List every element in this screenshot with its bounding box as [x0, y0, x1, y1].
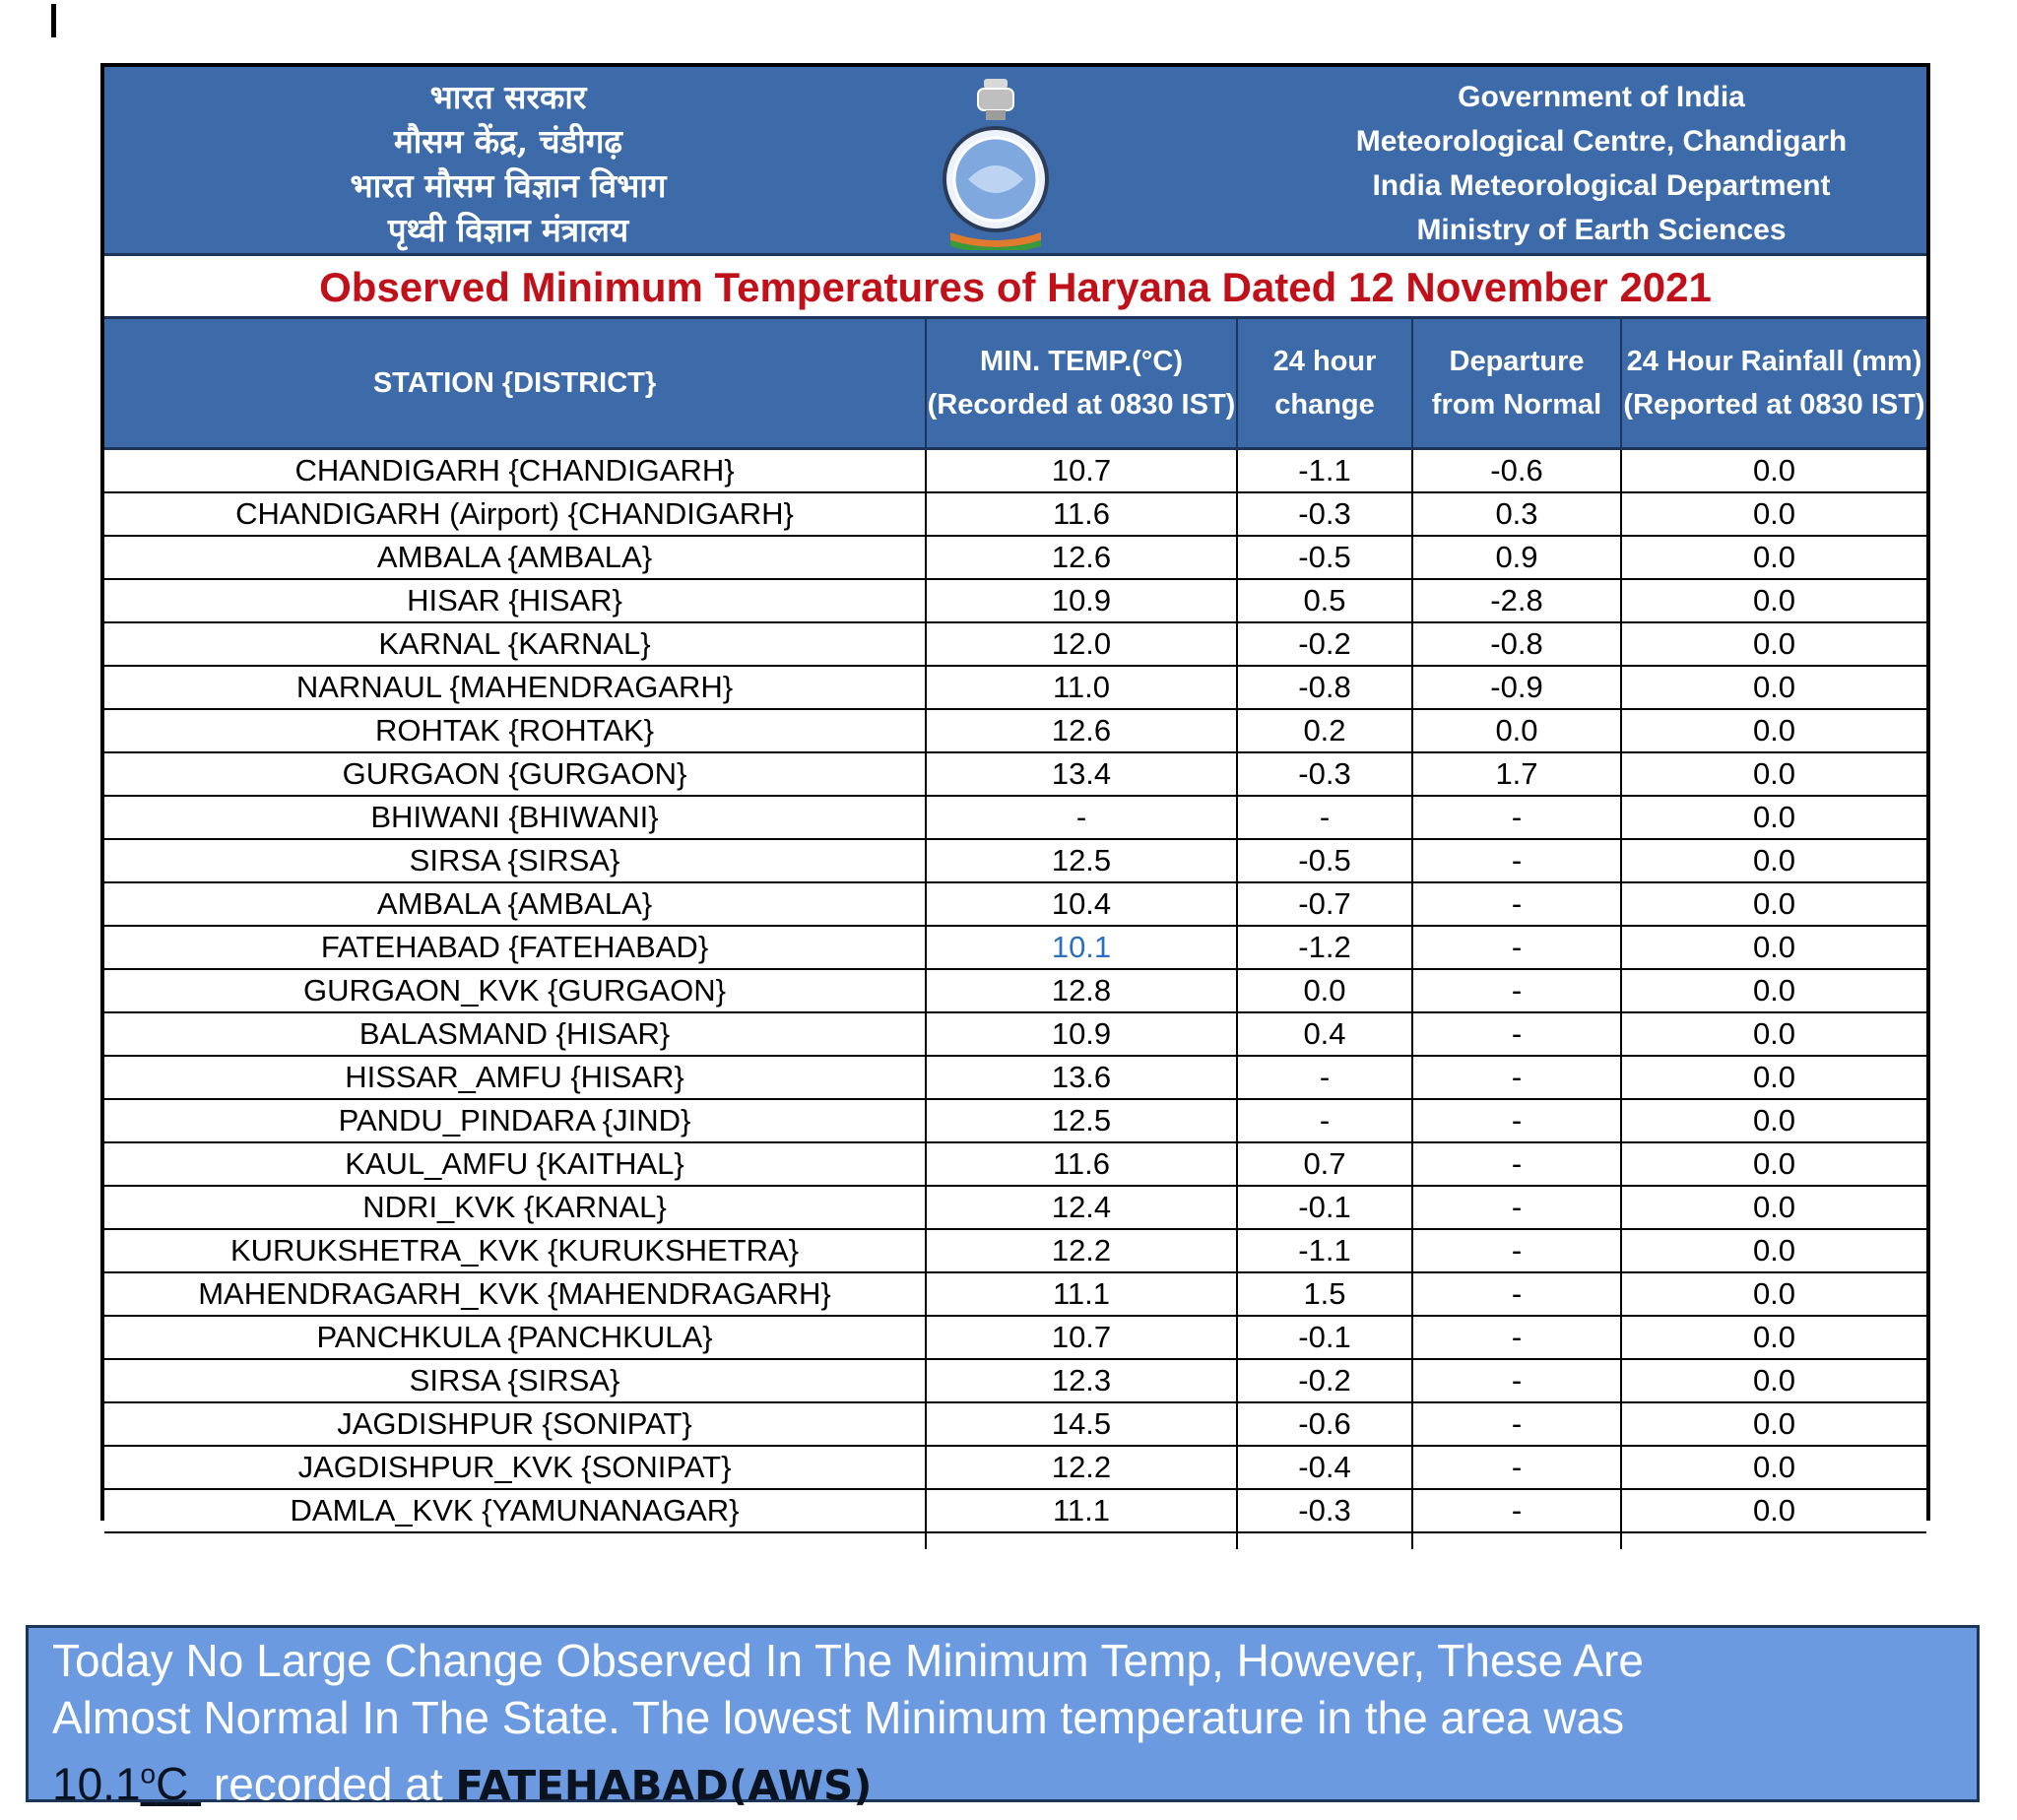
cell-min-temp: 10.4	[926, 882, 1237, 926]
cell-station: SIRSA {SIRSA}	[104, 839, 926, 882]
cell-station: ROHTAK {ROHTAK}	[104, 709, 926, 752]
cell-change: 0.0	[1237, 969, 1412, 1012]
cell-rainfall: 0.0	[1621, 1316, 1926, 1359]
cell-change: -	[1237, 1056, 1412, 1099]
english-org-block	[1316, 75, 1887, 252]
note-recorded-at: recorded at	[201, 1758, 456, 1810]
cell-station: KAUL_AMFU {KAITHAL}	[104, 1142, 926, 1186]
cell-min-temp: 10.9	[926, 579, 1237, 622]
cell-rainfall: 0.0	[1621, 1229, 1926, 1272]
cell-departure: -	[1412, 1446, 1621, 1489]
hindi-org-block	[242, 75, 774, 252]
cell-station: BALASMAND {HISAR}	[104, 1012, 926, 1056]
hindi-line-2: मौसम केंद्र, चंडीगढ़	[394, 122, 622, 161]
cell-min-temp: 11.1	[926, 1272, 1237, 1316]
cell-rainfall: 0.0	[1621, 969, 1926, 1012]
cell-station: CHANDIGARH (Airport) {CHANDIGARH}	[104, 492, 926, 536]
cell-change: -0.1	[1237, 1316, 1412, 1359]
cell-min-temp: 12.4	[926, 1186, 1237, 1229]
note-line-1: Today No Large Change Observed In The Minimum Temp, However, These Are	[52, 1635, 1644, 1686]
cell-min-temp: 12.3	[926, 1359, 1237, 1402]
cell-rainfall: 0.0	[1621, 752, 1926, 796]
cell-rainfall: 0.0	[1621, 579, 1926, 622]
cell-change: -0.1	[1237, 1186, 1412, 1229]
cell-station: KARNAL {KARNAL}	[104, 622, 926, 666]
cell-change: -0.3	[1237, 1489, 1412, 1532]
cell-station: DAMLA_KVK {YAMUNANAGAR}	[104, 1489, 926, 1532]
table-row	[104, 709, 1926, 752]
cell-change: 0.2	[1237, 709, 1412, 752]
cell-station: KURUKSHETRA_KVK {KURUKSHETRA}	[104, 1229, 926, 1272]
table-body	[104, 449, 1926, 1550]
cell-departure: -0.6	[1412, 449, 1621, 493]
table-row	[104, 449, 1926, 493]
cell-change: -0.8	[1237, 666, 1412, 709]
cell-departure: 1.7	[1412, 752, 1621, 796]
cell-change: 0.4	[1237, 1012, 1412, 1056]
cell-station: AMBALA {AMBALA}	[104, 882, 926, 926]
cell-rainfall: 0.0	[1621, 839, 1926, 882]
col-header-station: STATION {DISTRICT}	[104, 319, 926, 449]
filler-cell	[926, 1532, 1237, 1549]
cell-station: NARNAUL {MAHENDRAGARH}	[104, 666, 926, 709]
cell-min-temp: -	[926, 796, 1237, 839]
cell-departure: -	[1412, 1056, 1621, 1099]
cell-departure: -0.9	[1412, 666, 1621, 709]
cell-rainfall: 0.0	[1621, 666, 1926, 709]
cell-departure: -	[1412, 1402, 1621, 1446]
cell-station: NDRI_KVK {KARNAL}	[104, 1186, 926, 1229]
col-header-departure: Departure from Normal	[1412, 319, 1621, 449]
english-line-1: Government of India	[1458, 81, 1745, 113]
cell-min-temp: 12.8	[926, 969, 1237, 1012]
cell-rainfall: 0.0	[1621, 492, 1926, 536]
temperature-sheet	[100, 63, 1930, 1528]
table-row	[104, 1099, 1926, 1142]
cell-min-temp: 14.5	[926, 1402, 1237, 1446]
cell-min-temp: 12.0	[926, 622, 1237, 666]
cell-change: -0.3	[1237, 752, 1412, 796]
cell-station: AMBALA {AMBALA}	[104, 536, 926, 579]
table-row	[104, 969, 1926, 1012]
cell-change: -0.5	[1237, 536, 1412, 579]
table-row	[104, 796, 1926, 839]
filler-cell	[1237, 1532, 1412, 1549]
cell-change: -1.2	[1237, 926, 1412, 969]
cell-min-temp: 11.0	[926, 666, 1237, 709]
table-row	[104, 1012, 1926, 1056]
cell-min-temp: 11.6	[926, 1142, 1237, 1186]
col-header-rainfall: 24 Hour Rainfall (mm) (Reported at 0830 IST)	[1621, 319, 1926, 449]
cell-rainfall: 0.0	[1621, 622, 1926, 666]
cell-departure: -	[1412, 1186, 1621, 1229]
cell-min-temp: 12.5	[926, 839, 1237, 882]
cell-rainfall: 0.0	[1621, 1012, 1926, 1056]
table-row	[104, 1142, 1926, 1186]
cell-station: SIRSA {SIRSA}	[104, 1359, 926, 1402]
cell-departure: -	[1412, 1099, 1621, 1142]
cell-min-temp: 10.7	[926, 449, 1237, 493]
cell-min-temp: 10.7	[926, 1316, 1237, 1359]
hindi-line-3: भारत मौसम विज्ञान विभाग	[350, 166, 667, 205]
table-row	[104, 622, 1926, 666]
cell-station: MAHENDRAGARH_KVK {MAHENDRAGARH}	[104, 1272, 926, 1316]
cell-change: -0.7	[1237, 882, 1412, 926]
cell-change: 0.7	[1237, 1142, 1412, 1186]
cell-min-temp: 12.2	[926, 1229, 1237, 1272]
cell-min-temp: 12.6	[926, 536, 1237, 579]
cell-change: -0.4	[1237, 1446, 1412, 1489]
table-row	[104, 1402, 1926, 1446]
summary-note	[26, 1625, 1980, 1810]
cell-station: HISSAR_AMFU {HISAR}	[104, 1056, 926, 1099]
cell-change: -0.3	[1237, 492, 1412, 536]
table-row	[104, 882, 1926, 926]
cell-rainfall: 0.0	[1621, 1402, 1926, 1446]
cell-rainfall: 0.0	[1621, 1446, 1926, 1489]
imd-emblem-icon	[937, 73, 1055, 250]
english-line-4: Ministry of Earth Sciences	[1416, 214, 1787, 246]
cell-min-temp: 11.1	[926, 1489, 1237, 1532]
table-row	[104, 1272, 1926, 1316]
cell-min-temp: 12.5	[926, 1099, 1237, 1142]
cell-rainfall: 0.0	[1621, 1489, 1926, 1532]
cell-change: -0.6	[1237, 1402, 1412, 1446]
cell-change: -	[1237, 1099, 1412, 1142]
cell-departure: -	[1412, 926, 1621, 969]
hindi-line-4: पृथ्वी विज्ञान मंत्रालय	[387, 211, 629, 249]
table-row	[104, 1489, 1926, 1532]
table-row	[104, 752, 1926, 796]
table-filler-row	[104, 1532, 1926, 1549]
cell-station: JAGDISHPUR_KVK {SONIPAT}	[104, 1446, 926, 1489]
cell-departure: -	[1412, 1012, 1621, 1056]
note-line-2: Almost Normal In The State. The lowest Minimum temperature in the area was	[52, 1692, 1625, 1743]
cell-rainfall: 0.0	[1621, 926, 1926, 969]
cell-departure: -2.8	[1412, 579, 1621, 622]
filler-cell	[1412, 1532, 1621, 1549]
cell-station: PANCHKULA {PANCHKULA}	[104, 1316, 926, 1359]
table-row	[104, 1229, 1926, 1272]
cell-change: -0.5	[1237, 839, 1412, 882]
text-cursor	[51, 4, 56, 37]
cell-rainfall: 0.0	[1621, 449, 1926, 493]
table-row	[104, 1186, 1926, 1229]
cell-departure: -	[1412, 882, 1621, 926]
cell-change: -0.2	[1237, 1359, 1412, 1402]
cell-departure: -	[1412, 1142, 1621, 1186]
cell-min-temp: 10.9	[926, 1012, 1237, 1056]
table-row	[104, 1056, 1926, 1099]
table-row	[104, 1316, 1926, 1359]
cell-rainfall: 0.0	[1621, 536, 1926, 579]
hindi-line-1: भारत सरकार	[429, 78, 587, 116]
table-row	[104, 926, 1926, 969]
cell-departure: 0.9	[1412, 536, 1621, 579]
cell-rainfall: 0.0	[1621, 1186, 1926, 1229]
cell-departure: -	[1412, 796, 1621, 839]
cell-station: JAGDISHPUR {SONIPAT}	[104, 1402, 926, 1446]
cell-departure: -	[1412, 969, 1621, 1012]
cell-change: -1.1	[1237, 1229, 1412, 1272]
table-row	[104, 536, 1926, 579]
table-row	[104, 666, 1926, 709]
cell-departure: 0.3	[1412, 492, 1621, 536]
cell-station: PANDU_PINDARA {JIND}	[104, 1099, 926, 1142]
cell-rainfall: 0.0	[1621, 882, 1926, 926]
cell-rainfall: 0.0	[1621, 1056, 1926, 1099]
cell-rainfall: 0.0	[1621, 1272, 1926, 1316]
cell-change: -0.2	[1237, 622, 1412, 666]
note-lowest-value: 10.1	[52, 1758, 141, 1810]
cell-min-temp: 12.2	[926, 1446, 1237, 1489]
table-header-row	[104, 319, 1926, 449]
cell-departure: -0.8	[1412, 622, 1621, 666]
cell-change: -1.1	[1237, 449, 1412, 493]
col-header-change: 24 hour change	[1237, 319, 1412, 449]
cell-rainfall: 0.0	[1621, 709, 1926, 752]
english-line-2: Meteorological Centre, Chandigarh	[1355, 125, 1848, 158]
table-row	[104, 1359, 1926, 1402]
cell-change: 0.5	[1237, 579, 1412, 622]
cell-min-temp: 10.1	[926, 926, 1237, 969]
note-line-3	[52, 1746, 1953, 1814]
filler-cell	[104, 1532, 926, 1549]
cell-departure: -	[1412, 1359, 1621, 1402]
cell-rainfall: 0.0	[1621, 796, 1926, 839]
cell-rainfall: 0.0	[1621, 1142, 1926, 1186]
cell-change: -	[1237, 796, 1412, 839]
cell-station: FATEHABAD {FATEHABAD}	[104, 926, 926, 969]
cell-min-temp: 11.6	[926, 492, 1237, 536]
filler-cell	[1621, 1532, 1926, 1549]
cell-departure: -	[1412, 839, 1621, 882]
cell-station: HISAR {HISAR}	[104, 579, 926, 622]
cell-rainfall: 0.0	[1621, 1099, 1926, 1142]
cell-departure: -	[1412, 1272, 1621, 1316]
cell-station: GURGAON {GURGAON}	[104, 752, 926, 796]
col-header-min-temp: MIN. TEMP.(°C) (Recorded at 0830 IST)	[926, 319, 1237, 449]
cell-change: 1.5	[1237, 1272, 1412, 1316]
cell-min-temp: 13.6	[926, 1056, 1237, 1099]
temperature-table	[104, 319, 1926, 1549]
report-header	[104, 67, 1926, 256]
cell-station: GURGAON_KVK {GURGAON}	[104, 969, 926, 1012]
table-row	[104, 839, 1926, 882]
cell-min-temp: 13.4	[926, 752, 1237, 796]
cell-departure: -	[1412, 1316, 1621, 1359]
table-row	[104, 492, 1926, 536]
cell-station: BHIWANI {BHIWANI}	[104, 796, 926, 839]
cell-departure: 0.0	[1412, 709, 1621, 752]
table-row	[104, 579, 1926, 622]
note-unit: $^o$C	[140, 1758, 189, 1810]
cell-departure: -	[1412, 1489, 1621, 1532]
cell-min-temp: 12.6	[926, 709, 1237, 752]
table-row	[104, 1446, 1926, 1489]
cell-departure: -	[1412, 1229, 1621, 1272]
note-station: FATEHABAD(AWS)	[455, 1761, 873, 1810]
cell-rainfall: 0.0	[1621, 1359, 1926, 1402]
report-title: Observed Minimum Temperatures of Haryana Dated 12 November 2021	[104, 256, 1926, 319]
cell-station: CHANDIGARH {CHANDIGARH}	[104, 449, 926, 493]
english-line-3: India Meteorological Department	[1372, 169, 1831, 202]
